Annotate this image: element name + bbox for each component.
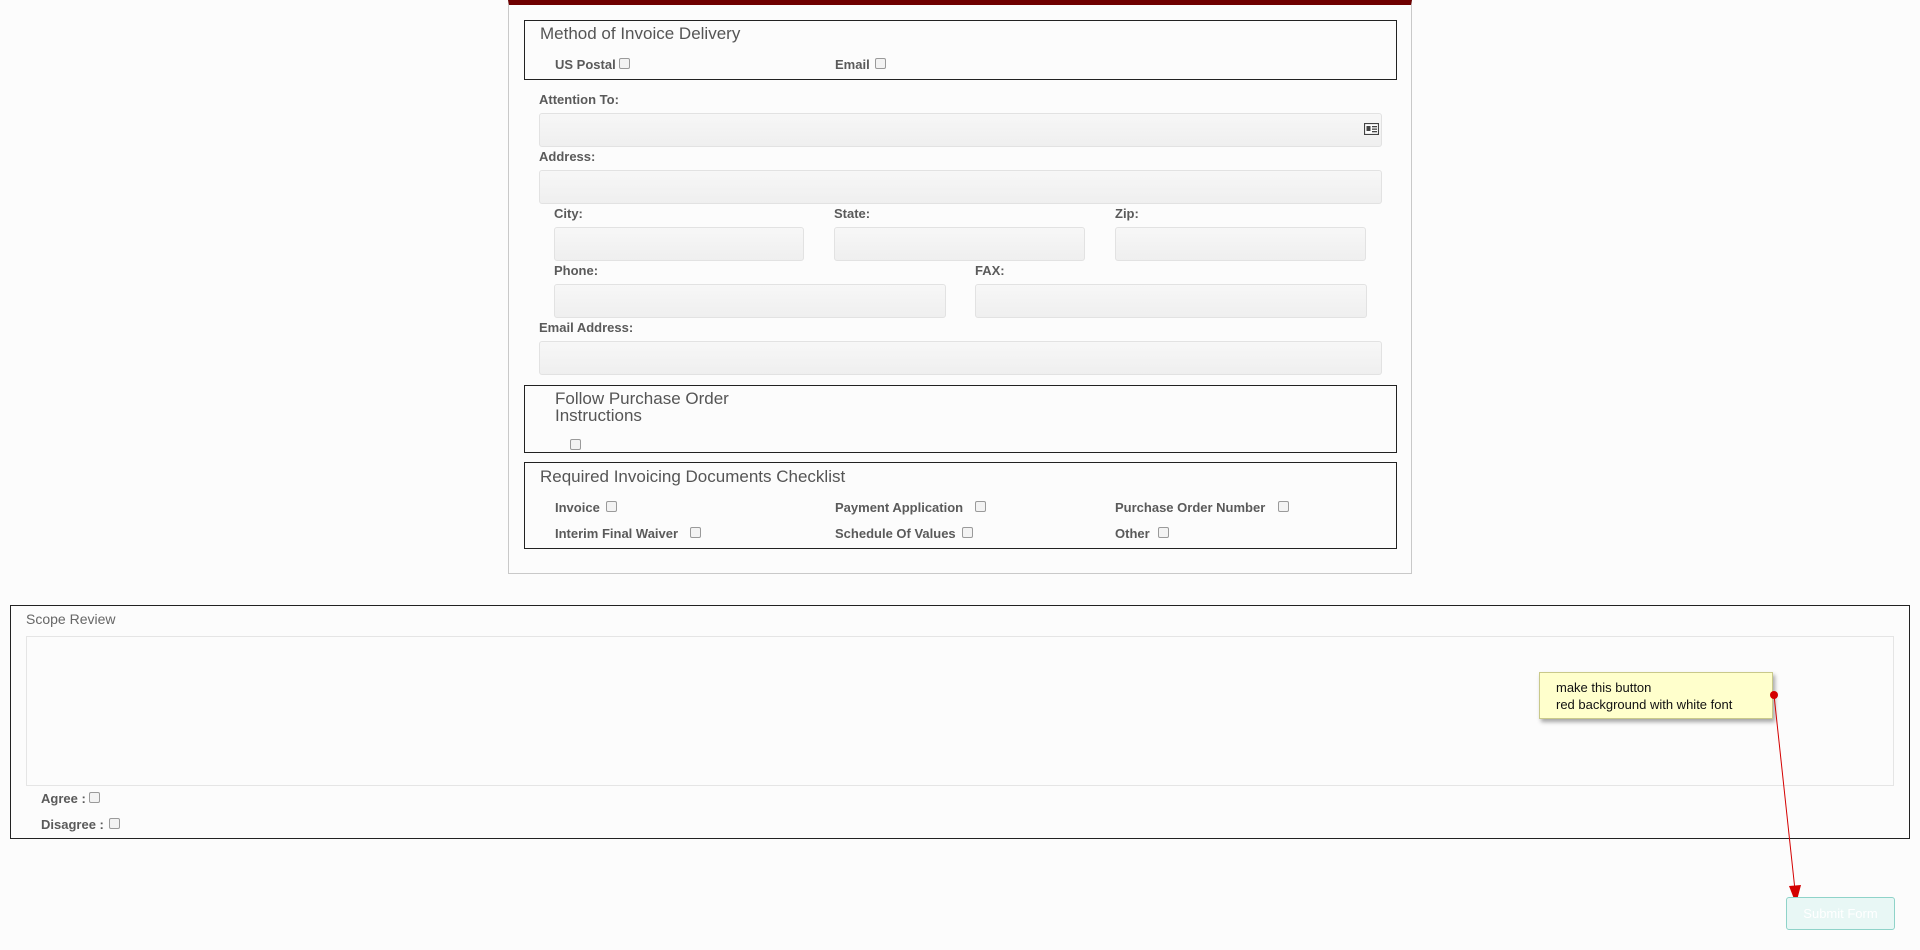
- address-label: Address:: [539, 149, 596, 164]
- schedule-of-values-label: Schedule Of Values: [835, 526, 956, 541]
- po-instructions-legend: Follow Purchase Order Instructions: [555, 389, 729, 425]
- agree-checkbox[interactable]: [89, 792, 100, 803]
- city-label: City:: [554, 206, 583, 221]
- payment-application-checkbox[interactable]: [975, 501, 986, 512]
- invoice-delivery-legend: Method of Invoice Delivery: [540, 24, 741, 43]
- interim-final-waiver-label: Interim Final Waiver: [555, 526, 679, 541]
- payment-application-label: Payment Application: [835, 500, 964, 515]
- email-address-input[interactable]: [539, 341, 1382, 375]
- email-address-label: Email Address:: [539, 320, 634, 335]
- state-label: State:: [834, 206, 871, 221]
- contact-card-icon[interactable]: [1364, 123, 1379, 135]
- disagree-checkbox[interactable]: [109, 818, 120, 829]
- other-label: Other: [1115, 526, 1150, 541]
- email-delivery-checkbox[interactable]: [875, 58, 886, 69]
- checklist-legend: Required Invoicing Documents Checklist: [540, 467, 846, 486]
- zip-input[interactable]: [1115, 227, 1366, 261]
- annotation-line-2: red background with white font: [1556, 697, 1733, 712]
- scope-review-legend: Scope Review: [26, 611, 116, 627]
- invoice-checkbox[interactable]: [606, 501, 617, 512]
- invoice-label: Invoice: [555, 500, 600, 515]
- disagree-label: Disagree :: [41, 817, 104, 832]
- address-input[interactable]: [539, 170, 1382, 204]
- interim-final-waiver-checkbox[interactable]: [690, 527, 701, 538]
- us-postal-label: US Postal: [555, 57, 616, 72]
- attention-to-label: Attention To:: [539, 92, 619, 107]
- annotation-arrow: [1760, 690, 1820, 910]
- fax-input[interactable]: [975, 284, 1367, 318]
- agree-label: Agree :: [41, 791, 86, 806]
- po-instructions-checkbox[interactable]: [570, 439, 581, 450]
- phone-label: Phone:: [554, 263, 599, 278]
- schedule-of-values-checkbox[interactable]: [962, 527, 973, 538]
- purchase-order-number-label: Purchase Order Number: [1115, 500, 1266, 515]
- annotation-note: [1539, 672, 1773, 719]
- state-input[interactable]: [834, 227, 1085, 261]
- phone-input[interactable]: [554, 284, 946, 318]
- fax-label: FAX:: [975, 263, 1005, 278]
- us-postal-checkbox[interactable]: [619, 58, 630, 69]
- other-checkbox[interactable]: [1158, 527, 1169, 538]
- attention-to-input[interactable]: [539, 113, 1382, 147]
- purchase-order-number-checkbox[interactable]: [1278, 501, 1289, 512]
- email-delivery-label: Email: [835, 57, 870, 72]
- zip-label: Zip:: [1115, 206, 1139, 221]
- city-input[interactable]: [554, 227, 804, 261]
- annotation-line-1: make this button: [1556, 680, 1652, 695]
- submit-button[interactable]: Submit Form: [1786, 897, 1895, 930]
